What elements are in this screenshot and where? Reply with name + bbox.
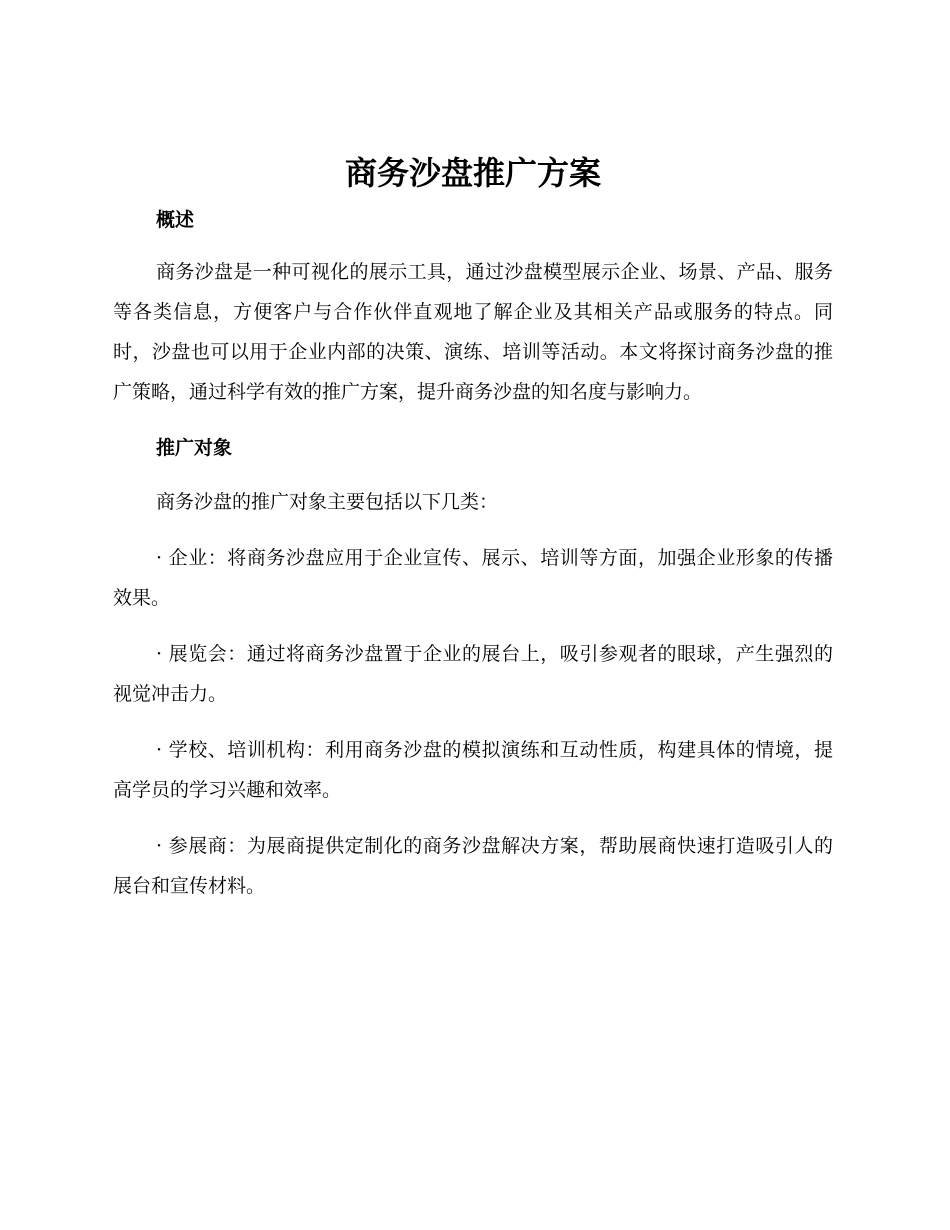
section-heading-overview: 概述 <box>156 209 195 231</box>
overview-paragraph: 商务沙盘是一种可视化的展示工具，通过沙盘模型展示企业、场景、产品、服务等各类信息，方便客户与合作伙伴直观地了解企业及其相关产品或服务的特点。同时，沙盘也可以用于企业内部的决策、演练、培训等活动。本文将探讨商务沙盘的推广策略，通过科学有效的推广方案，提升商务沙盘的知名度与影响力。 <box>113 261 833 403</box>
document-body <box>113 150 833 906</box>
targets-intro-paragraph: 商务沙盘的推广对象主要包括以下几类： <box>156 491 499 513</box>
section-heading-targets: 推广对象 <box>156 437 233 459</box>
bullet-item-schools: · 学校、培训机构：利用商务沙盘的模拟演练和互动性质，构建具体的情境，提高学员的学习兴趣和效率。 <box>113 739 833 801</box>
bullet-item-exhibition: · 展览会：通过将商务沙盘置于企业的展台上，吸引参观者的眼球，产生强烈的视觉冲击力。 <box>113 643 833 705</box>
bullet-item-enterprise: · 企业：将商务沙盘应用于企业宣传、展示、培训等方面，加强企业形象的传播效果。 <box>113 547 833 609</box>
bullet-item-exhibitors: · 参展商：为展商提供定制化的商务沙盘解决方案，帮助展商快速打造吸引人的展台和宣传材料。 <box>113 835 833 897</box>
document-title: 商务沙盘推广方案 <box>344 154 601 192</box>
